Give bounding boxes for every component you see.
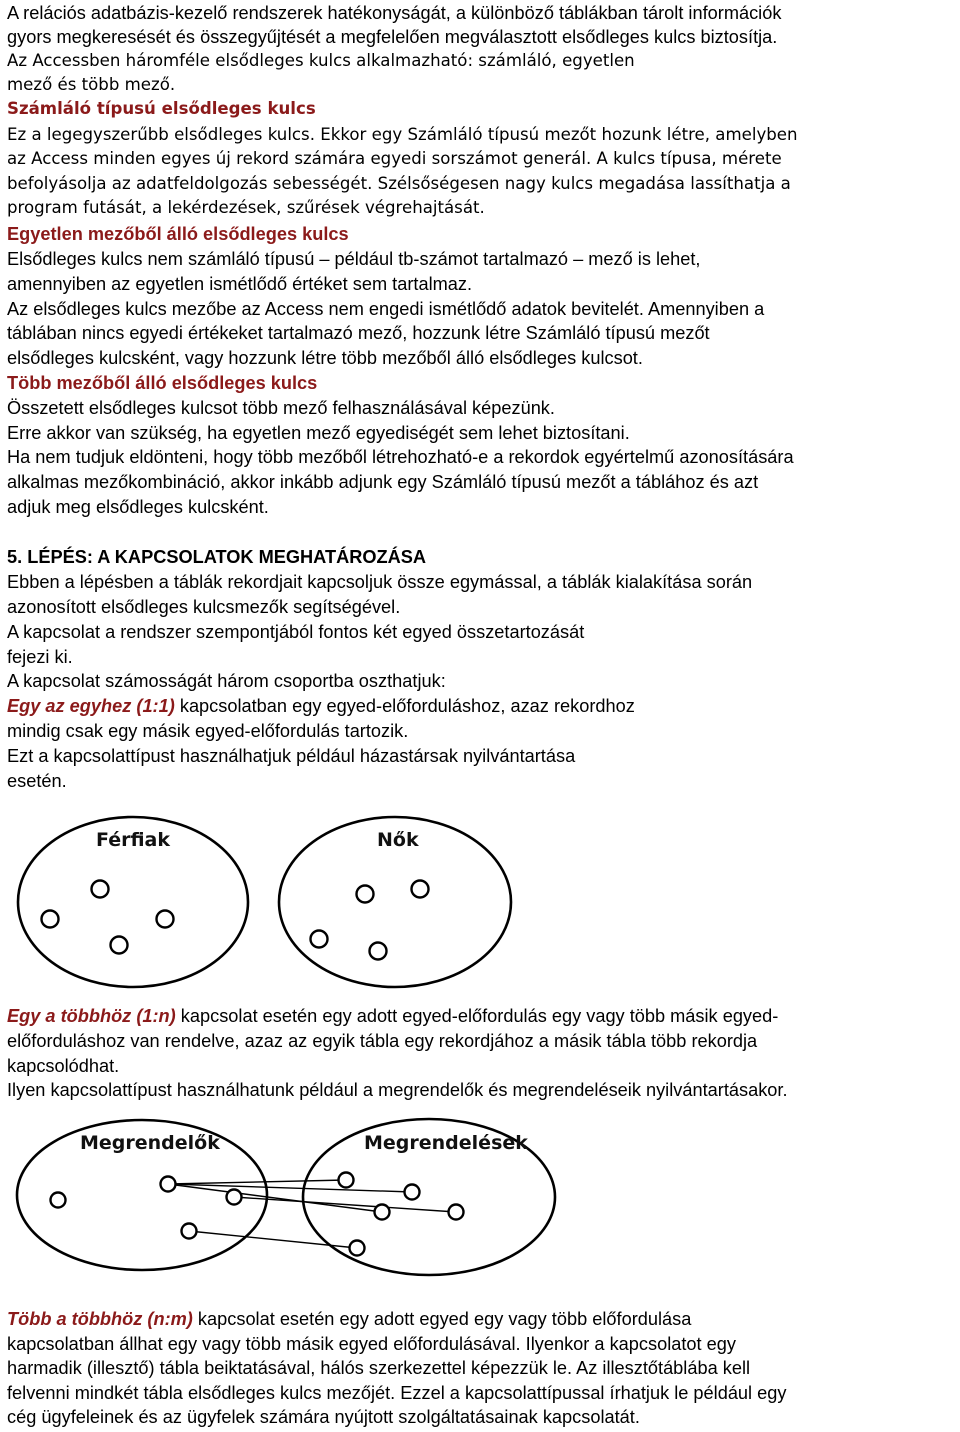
- one-to-many-line-3: kapcsolódhat.: [7, 1056, 120, 1076]
- many-to-many-line-1-rest: kapcsolat esetén egy adott egyed egy vagy több előfordulása: [192, 1309, 692, 1329]
- step5-line-3: A kapcsolat a rendszer szempontjából fontos két egyed összetartozását: [7, 622, 585, 642]
- element-circle: [227, 1190, 242, 1205]
- step5-line-4: fejezi ki.: [7, 647, 73, 667]
- element-circle: [350, 1241, 365, 1256]
- left-set-label: Megrendelők: [80, 1132, 220, 1154]
- counter-key-heading: Számláló típusú elsődleges kulcs: [7, 99, 316, 118]
- element-circle: [111, 937, 128, 954]
- one-to-many-line-1-rest: kapcsolat esetén egy adott egyed-előfordulás egy vagy több másik egyed-: [175, 1006, 779, 1026]
- relation-line: [189, 1231, 357, 1248]
- right-set-label: Megrendelések: [364, 1132, 528, 1154]
- right-set-label: Nők: [377, 829, 419, 851]
- multi-key-line-2: Erre akkor van szükség, ha egyetlen mező egyediségét sem lehet biztosítani.: [7, 423, 630, 443]
- multi-key-line-5: adjuk meg elsődleges kulcsként.: [7, 497, 269, 517]
- element-circle: [405, 1185, 420, 1200]
- many-to-many-line-1: [7, 1307, 691, 1331]
- element-circle: [412, 881, 429, 898]
- element-circle: [157, 911, 174, 928]
- single-key-heading: Egyetlen mezőből álló elsődleges kulcs: [7, 224, 349, 244]
- one-to-many-line-4: Ilyen kapcsolattípust használhatunk például a megrendelők és megrendeléseik nyilvántartásakor.: [7, 1080, 788, 1100]
- one-to-many-diagram: [7, 1110, 567, 1290]
- step5-heading: 5. LÉPÉS: A KAPCSOLATOK MEGHATÁROZÁSA: [7, 547, 427, 567]
- element-circle: [92, 881, 109, 898]
- multi-key-heading: Több mezőből álló elsődleges kulcs: [7, 373, 318, 393]
- element-circle: [375, 1205, 390, 1220]
- one-to-many-line-2: előforduláshoz van rendelve, azaz az egyik tábla egy rekordjához a másik tábla több rekordja: [7, 1031, 758, 1051]
- multi-key-line-1: Összetett elsődleges kulcsot több mező felhasználásával képezünk.: [7, 398, 555, 418]
- step5-line-1: Ebben a lépésben a táblák rekordjait kapcsoljuk össze egymással, a táblák kialakítása során: [7, 572, 753, 592]
- one-to-one-line-2: mindig csak egy másik egyed-előfordulás tartozik.: [7, 721, 409, 741]
- intro-line-2: gyors megkeresését és összegyűjtését a megfelelően megválasztott elsődleges kulcs biztosítja.: [7, 27, 778, 47]
- counter-key-line-1: Ez a legegyszerűbb elsődleges kulcs. Ekkor egy Számláló típusú mezőt hozunk létre, amelyben: [7, 125, 798, 144]
- many-to-many-term: Több a többhöz (n:m): [7, 1309, 193, 1329]
- intro-line-1: A relációs adatbázis-kezelő rendszerek hatékonyságát, a különböző táblákban tárolt információk: [7, 3, 782, 23]
- one-to-one-diagram: [7, 805, 527, 995]
- step5-line-5: A kapcsolat számosságát három csoportba oszthatjuk:: [7, 671, 446, 691]
- element-circle: [42, 911, 59, 928]
- many-to-many-line-5: cég ügyfeleinek és az ügyfelek számára nyújtott szolgáltatásainak kapcsolatát.: [7, 1407, 640, 1427]
- one-to-many-term: Egy a többhöz (1:n): [7, 1006, 176, 1026]
- multi-key-line-3: Ha nem tudjuk eldönteni, hogy több mezőből létrehozható-e a rekordok egyértelmű azonosítására: [7, 447, 794, 467]
- one-to-one-term: Egy az egyhez (1:1): [7, 696, 175, 716]
- counter-key-line-4: program futását, a lekérdezések, szűrések végrehajtását.: [7, 198, 485, 217]
- element-circle: [357, 886, 374, 903]
- left-set-label: Férfiak: [96, 829, 171, 851]
- counter-key-line-2: az Access minden egyes új rekord számára egyedi sorszámot generál. A kulcs típusa, mérete: [7, 149, 782, 168]
- one-to-many-line-1: [7, 1004, 778, 1028]
- one-to-one-line-4: esetén.: [7, 771, 67, 791]
- single-key-line-1: Elsődleges kulcs nem számláló típusú – például tb-számot tartalmazó – mező is lehet,: [7, 249, 701, 269]
- single-key-line-4: táblában nincs egyedi értékeket tartalmazó mező, hozzunk létre Számláló típusú mezőt: [7, 323, 710, 343]
- intro-line-3: Az Accessben háromféle elsődleges kulcs alkalmazható: számláló, egyetlen: [7, 51, 635, 70]
- element-circle: [370, 943, 387, 960]
- element-circle: [449, 1205, 464, 1220]
- single-key-line-3: Az elsődleges kulcs mezőbe az Access nem engedi ismétlődő adatok bevitelét. Amennyiben a: [7, 299, 765, 319]
- element-circle: [311, 931, 328, 948]
- element-circle: [161, 1177, 176, 1192]
- intro-line-4: mező és több mező.: [7, 75, 176, 94]
- step5-line-2: azonosított elsődleges kulcsmezők segítségével.: [7, 597, 401, 617]
- element-circle: [339, 1173, 354, 1188]
- many-to-many-line-4: felvenni mindkét tábla elsődleges kulcs mezőjét. Ezzel a kapcsolattípussal írhatjuk le például egy: [7, 1383, 787, 1403]
- single-key-line-2: amennyiben az egyetlen ismétlődő értéket sem tartalmaz.: [7, 274, 473, 294]
- element-circle: [182, 1224, 197, 1239]
- many-to-many-line-2: kapcsolatban állhat egy vagy több másik egyed előfordulásával. Ilyenkor a kapcsolatot egy: [7, 1334, 736, 1354]
- multi-key-line-4: alkalmas mezőkombináció, akkor inkább adjunk egy Számláló típusú mezőt a táblához és azt: [7, 472, 759, 492]
- element-circle: [51, 1193, 66, 1208]
- relation-line: [168, 1184, 412, 1192]
- relation-line: [168, 1180, 346, 1184]
- one-to-one-line-1-rest: kapcsolatban egy egyed-előforduláshoz, azaz rekordhoz: [174, 696, 635, 716]
- one-to-one-line-1: [7, 694, 635, 718]
- counter-key-line-3: befolyásolja az adatfeldolgozás sebességét. Szélsőségesen nagy kulcs megadása lassíthatja a: [7, 174, 791, 193]
- one-to-one-line-3: Ezt a kapcsolattípust használhatjuk például házastársak nyilvántartása: [7, 746, 576, 766]
- many-to-many-line-3: harmadik (illesztő) tábla beiktatásával, hálós szerkezettel képezzük le. Az illesztőtáblába kell: [7, 1358, 751, 1378]
- single-key-line-5: elsődleges kulcsként, vagy hozzunk létre több mezőből álló elsődleges kulcsot.: [7, 348, 643, 368]
